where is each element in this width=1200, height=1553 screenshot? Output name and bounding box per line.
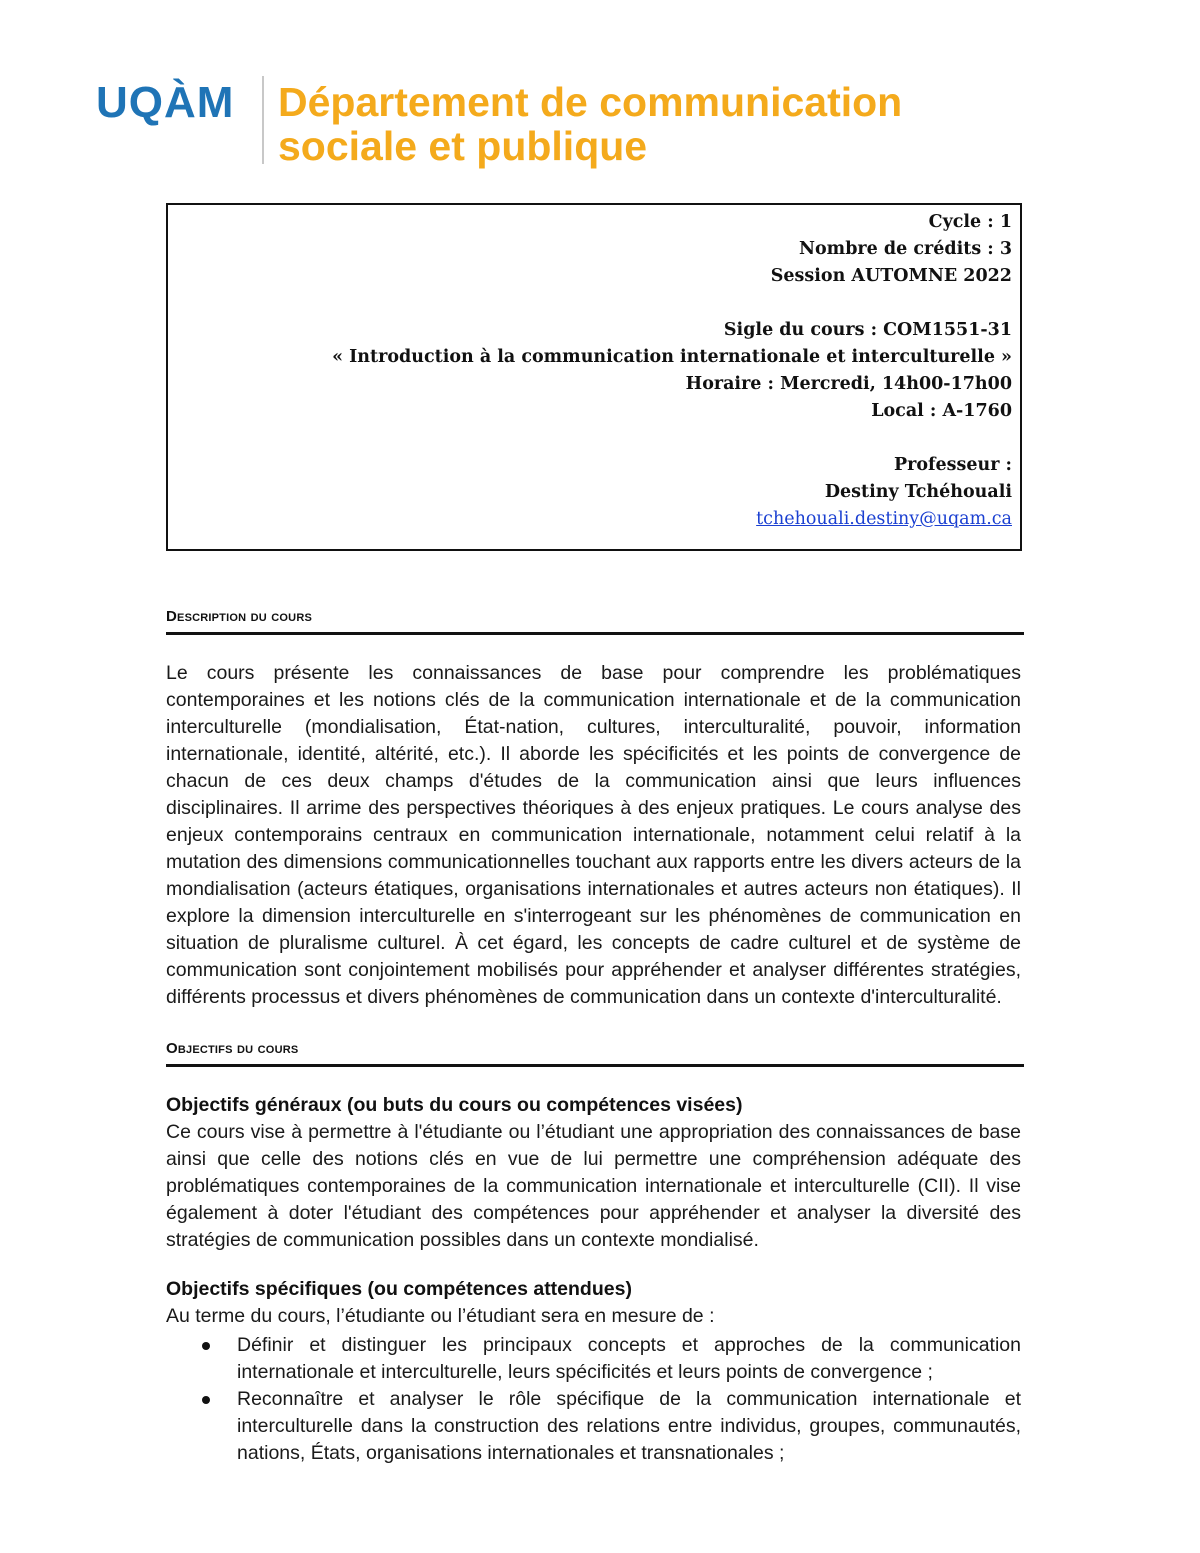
course-cycle: Cycle : 1 xyxy=(928,212,1012,232)
spacer xyxy=(332,425,1012,452)
bullet-icon xyxy=(202,1342,210,1350)
spacer xyxy=(332,290,1012,317)
general-objectives-paragraph: Ce cours vise à permettre à l'étudiante ou l’étudiant une appropriation des connaissances de base ainsi que celle des notions clés en vue de lui permettre une compréhension adéquate des problématiques contemporaines de la communication internationale et interculturelle (CII). Il vise également à doter l'étudiant des compétences pour appréhender et analyser la diversité des stratégies de communication possibles dans un contexte mondialisé. xyxy=(166,1121,1021,1251)
course-info-box xyxy=(166,203,1022,551)
course-title: « Introduction à la communication internationale et interculturelle » xyxy=(332,347,1012,367)
objectives-heading xyxy=(166,1040,1024,1057)
department-title-line1: Département de communication xyxy=(278,79,903,125)
list-item-text: Reconnaître et analyser le rôle spécifique de la communication internationale et interculturelle dans la construction des relations entre individus, groupes, communautés, nations, États, organisations internationales et transnationales ; xyxy=(237,1388,1021,1464)
course-credits: Nombre de crédits : 3 xyxy=(799,239,1012,259)
department-title xyxy=(278,80,902,168)
description-heading-text: Description du cours xyxy=(166,608,313,625)
professor-label: Professeur : xyxy=(893,455,1012,475)
course-room: Local : A-1760 xyxy=(871,401,1012,421)
department-title-line2: sociale et publique xyxy=(278,123,648,169)
objectives-heading-text: Objectifs du cours xyxy=(166,1040,299,1057)
list-item xyxy=(200,1332,1021,1386)
course-session: Session AUTOMNE 2022 xyxy=(770,266,1012,286)
general-objectives-heading: Objectifs généraux (ou buts du cours ou compétences visées) xyxy=(166,1094,743,1116)
bullet-icon xyxy=(202,1396,210,1404)
specific-objectives-intro: Au terme du cours, l’étudiante ou l’étudiant sera en mesure de : xyxy=(166,1305,715,1327)
logo-divider xyxy=(262,76,264,164)
list-item xyxy=(200,1386,1021,1467)
specific-objectives-list xyxy=(200,1332,1021,1467)
professor-name: Destiny Tchéhouali xyxy=(824,482,1012,502)
course-schedule: Horaire : Mercredi, 14h00-17h00 xyxy=(685,374,1012,394)
course-info-lines xyxy=(332,209,1012,533)
course-code: Sigle du cours : COM1551-31 xyxy=(723,320,1012,340)
description-heading xyxy=(166,608,1024,625)
section-rule xyxy=(166,1064,1024,1067)
professor-email-link[interactable]: tchehouali.destiny@uqam.ca xyxy=(756,509,1012,529)
specific-objectives-heading: Objectifs spécifiques (ou compétences attendues) xyxy=(166,1278,632,1300)
section-rule xyxy=(166,632,1024,635)
uqam-logo: UQÀM xyxy=(96,78,235,127)
list-item-text: Définir et distinguer les principaux concepts et approches de la communication internationale et interculturelle, leurs spécificités et leurs points de convergence ; xyxy=(237,1334,1021,1383)
description-paragraph: Le cours présente les connaissances de base pour comprendre les problématiques contemporaines et les notions clés de la communication internationale et de la communication interculturelle (mondialisation, État-nation, cultures, interculturalité, pouvoir, information internationale, identité, altérité, etc.). Il aborde les spécificités et les points de convergence de chacun de ces deux champs d'études de la communication ainsi que leurs influences disciplinaires. Il arrime des perspectives théoriques à des enjeux pratiques. Le cours analyse des enjeux contemporains centraux en communication internationale, notamment celui relatif à la mutation des dimensions communicationnelles touchant aux rapports entre les divers acteurs de la mondialisation (acteurs étatiques, organisations internationales et autres acteurs non étatiques). Il explore la dimension interculturelle en s'interrogeant sur les phénomènes de communication en situation de pluralisme culturel. À cet égard, les concepts de cadre culturel et de système de communication sont conjointement mobilisés pour appréhender et analyser différentes stratégies, différents processus et divers phénomènes de communication dans un contexte d'interculturalité. xyxy=(166,662,1021,1008)
